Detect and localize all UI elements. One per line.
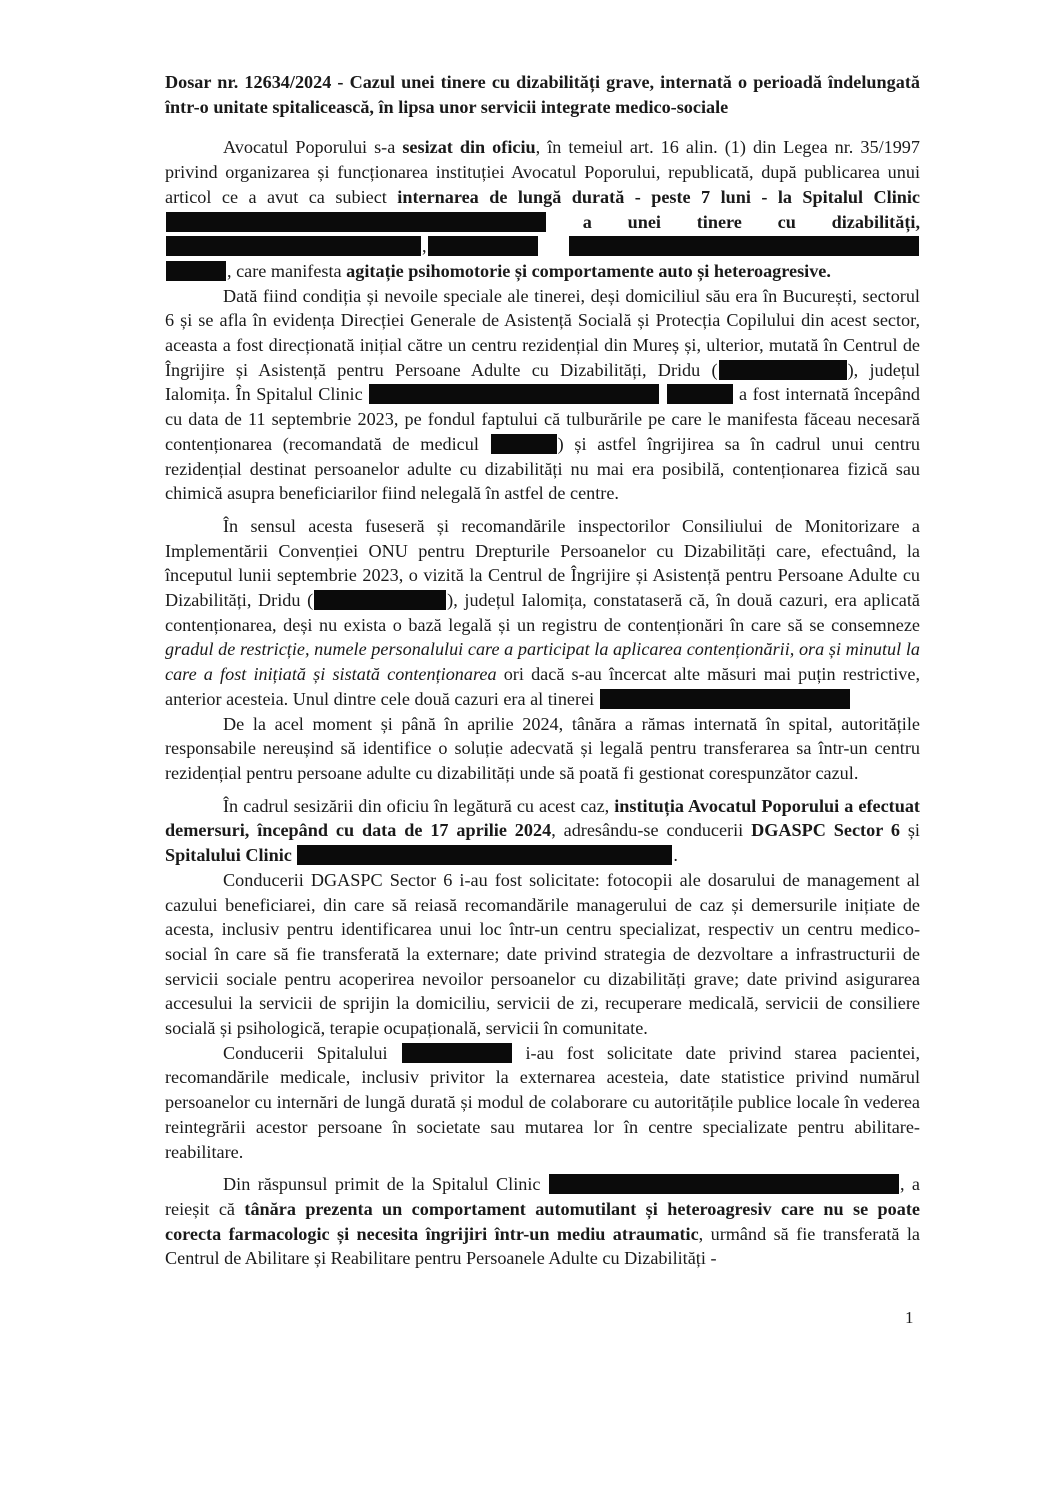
text-bold: DGASPC Sector 6	[751, 820, 900, 841]
redaction-bar	[166, 212, 546, 232]
text: , care manifesta	[227, 260, 347, 281]
text-bold: internarea de lungă durată - peste 7 luni - la Spitalul Clinic	[397, 186, 920, 207]
text: și	[899, 820, 920, 841]
document-body	[165, 70, 920, 1271]
redaction-bar	[314, 590, 446, 610]
redaction-bar	[428, 236, 538, 256]
paragraph-5	[165, 794, 920, 868]
paragraph-4: De la acel moment și până în aprilie 2024, tânăra a rămas internată în spital, autoritățile responsabile nereușind să identifice o soluție adecvată și legală pentru transferarea sa într-un centru rezidențial pentru persoane adulte cu dizabilități unde să poată fi gestionat corespunzător cazul.	[165, 713, 920, 783]
text: ,	[422, 236, 427, 257]
redaction-bar	[600, 689, 850, 709]
text-bold: agitație psihomotorie și comportamente auto și heteroagresive.	[346, 260, 831, 281]
text: , urmând să fie transferată la Centrul de Abilitare și Reabilitare pentru Persoanele Adulte cu Dizabilități -	[165, 1223, 920, 1269]
redaction-bar	[369, 384, 659, 404]
text: Avocatul Poporului s-a	[223, 137, 403, 158]
text: În sensul acesta fuseseră și recomandările inspectorilor Consiliului de Monitorizare a Implementării Convenției ONU pentru Drepturile Persoanelor cu Dizabilități care, efectuând, la începutul lunii septembrie 2023, o vizită la Centrul de Îngrijire și Asistență pentru Persoane Adulte cu Dizabilități, Dridu (	[165, 515, 920, 611]
paragraph-7	[165, 1041, 920, 1165]
text: , în temeiul art. 16 alin. (1) din Legea nr. 35/1997 privind organizarea și funcționarea instituției Avocatul Poporului, republicată, după publicarea unui articol ce a avut ca subiect	[165, 137, 920, 207]
text-bold: tânăra prezenta un comportament automutilant și heteroagresiv care nu se poate corecta farmacologic și necesita îngrijiri într-un mediu atraumatic	[165, 1198, 920, 1244]
text-bold: Spitalului Clinic	[165, 845, 292, 866]
redaction-bar	[166, 236, 421, 256]
redaction-bar	[491, 434, 557, 454]
redaction-bar	[667, 384, 733, 404]
text: a fost internată începând cu data de 11 septembrie 2023, pe fondul faptului că tulburările pe care le manifesta făceau necesară contenționarea (recomandată de medicul	[165, 384, 921, 454]
text: ) și astfel îngrijirea sa în cadrul unui centru rezidențial destinat persoanelor adulte cu dizabilități nu mai era posibilă, contenționarea fizică sau chimică asupra beneficiarilor fiind nelegală în astfel de centre.	[165, 433, 921, 504]
redaction-bar	[402, 1043, 512, 1063]
text: .	[673, 845, 678, 866]
text-bold: a unei tinere cu dizabilități,	[582, 211, 920, 232]
text: Din răspunsul primit de la Spitalul Clinic	[223, 1174, 541, 1195]
text-bold: instituția Avocatul Poporului a efectuat demersuri, începând cu data de 17 aprilie 2024	[165, 795, 920, 841]
paragraph-8	[165, 1172, 920, 1271]
text: i-au fost solicitate date privind starea pacientei, recomandările medicale, inclusiv privitor la externarea acesteia, date statistice privind numărul persoanelor cu internări de lungă durată și modul de colaborare cu autoritățile publice locale în vederea reintegrării acestor persoane în societate sau mutarea lor în centre specializate pentru abilitare-reabilitare.	[165, 1042, 920, 1162]
redaction-bar	[166, 261, 226, 281]
redaction-bar	[549, 1174, 899, 1194]
text: Dată fiind condiția și nevoile speciale ale tinerei, deși domiciliul său era în București, sectorul 6 și se afla în evidența Direcției Generale de Asistență Socială și Protecția Copilului din acest sector, aceasta a fost direcționată inițial către un centru rezidențial din Mureș și, ulterior, mutată în Centrul de Îngrijire și Asistență pentru Persoane Adulte cu Dizabilități, Dridu (	[165, 285, 920, 380]
text: ), județul Ialomița, constataseră că, în două cazuri, era aplicată contenționarea, deși nu exista o bază legală și un registru de contenționări în care să se consemneze	[165, 590, 920, 635]
text: Conducerii Spitalului	[223, 1042, 388, 1063]
paragraph-3	[165, 514, 920, 712]
redaction-bar	[719, 360, 847, 380]
paragraph-6: Conducerii DGASPC Sector 6 i-au fost solicitate: fotocopii ale dosarului de management al cazului beneficiarei, din care să reiasă recomandările managerului de caz și demersurile inițiate de acesta, inclusiv pentru identificarea unui loc într-un centru specializat, respectiv un centru medico-social în care să fie transferată la externare; date privind strategia de dezvoltare a infrastructurii de servicii sociale pentru acoperirea nevoilor persoanelor cu dizabilități grave; date privind asigurarea accesului la servicii de sprijin la domiciliu, servicii de zi, recuperare medicală, servicii de consiliere socială și psihologică, terapie ocupațională, servicii în comunitate.	[165, 869, 920, 1039]
text: În cadrul sesizării din oficiu în legătură cu acest caz,	[223, 795, 615, 816]
redaction-bar	[569, 236, 919, 256]
redaction-bar	[297, 845, 672, 865]
text: , a reieșit că	[165, 1174, 921, 1219]
text: ), județul Ialomița. În Spitalul Clinic	[165, 359, 920, 405]
paragraph-1	[165, 135, 920, 283]
text-italic: gradul de restricție, numele personalului care a participat la aplicarea contenționării, ora și minutul la care a fost inițiată și sistată contenționarea	[165, 639, 920, 685]
page-number: 1	[905, 1308, 914, 1327]
text: , adresându-se conducerii	[551, 820, 752, 841]
document-title: Dosar nr. 12634/2024 - Cazul unei tinere cu dizabilități grave, internată o perioadă îndelungată într-o unitate spitalicească, în lipsa unor servicii integrate medico-sociale	[165, 72, 920, 117]
text: ori dacă s-au încercat alte măsuri mai puțin restrictive, anterior acesteia. Unul dintre cele două cazuri era al tinerei	[165, 664, 920, 709]
paragraph-2	[165, 284, 920, 506]
text-bold: sesizat din oficiu	[402, 137, 536, 158]
